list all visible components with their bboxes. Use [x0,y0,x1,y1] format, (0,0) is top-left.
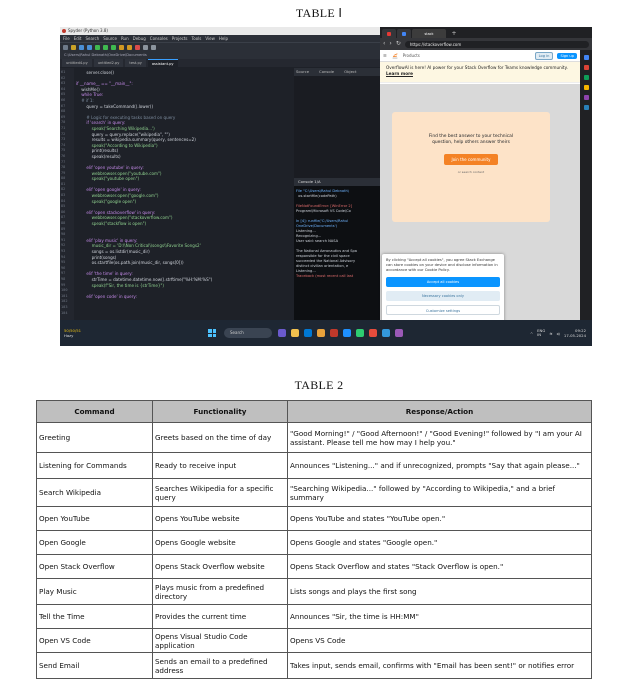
run-cell-icon[interactable] [103,45,108,50]
customize-settings-button[interactable]: Customize settings [386,305,500,315]
functionality-cell: Provides the current time [153,605,288,629]
settings-icon[interactable] [143,45,148,50]
code-text[interactable] [76,70,212,299]
app-icon[interactable] [356,329,364,337]
menu-item[interactable]: Consoles [149,36,168,41]
menu-item[interactable]: Run [120,36,129,41]
code-line: speak("According to Wikipedia") [76,142,158,148]
response-cell: "Good Morning!" / "Good Afternoon!" / "Good Evening!" followed by "I am your AI assistant. Please tell me how may I help you." [288,423,592,453]
chevron-up-icon[interactable]: ^ [529,330,534,336]
response-cell: Announces "Sir, the time is HH:MM" [288,605,592,629]
tools-icon[interactable] [584,75,589,80]
wifi-icon[interactable]: ≋ [549,330,553,336]
system-tray [530,328,592,338]
run-cell-advance-icon[interactable] [111,45,116,50]
google-icon [402,32,406,36]
table-2-caption: TABLE 2 [294,378,344,392]
command-cell: Send Email [37,653,153,679]
pane-tab[interactable]: Source [296,69,310,74]
console-tab[interactable]: Console 1/A [294,178,380,186]
table-row [37,423,592,453]
code-line: query = takeCommand().lower() [76,103,154,109]
taskbar-apps [278,329,403,337]
table-row [37,653,592,679]
step-icon[interactable] [127,45,132,50]
accept-cookies-button[interactable]: Accept all cookies [386,277,500,287]
editor-tab[interactable]: test.py [125,59,145,67]
menu-item[interactable]: View [205,36,215,41]
browser-tabs [380,27,592,38]
functionality-cell: Opens Stack Overflow website [153,555,288,579]
code-line: elif 'the time' in query: [76,271,133,277]
weather-temp: 50/50/51 [64,328,82,333]
browser-tab-active[interactable] [412,29,446,38]
menu-item[interactable]: Edit [73,36,82,41]
app-icon[interactable] [395,329,403,337]
console-line: File "C:\Users\Rahul Debnath\ [296,189,349,193]
forward-icon[interactable]: › [389,40,392,47]
app-icon[interactable] [369,329,377,337]
line-numbers: 61 62 63 64 65 66 67 68 69 70 71 72 73 74 75 76 77 78 79 80 81 82 83 84 85 86 87 88 89 90 91 92 93 94 95 96 97 98 99 100 101 102 103 104 [61,70,68,315]
command-cell: Open YouTube [37,507,153,531]
table-row [37,479,592,507]
editor-tabs [60,59,380,67]
office-icon[interactable] [584,95,589,100]
overflowai-notice [380,62,580,83]
learn-more-link[interactable]: Learn more [386,70,413,76]
console-line: Listening... [296,229,316,233]
menu-item[interactable]: File [63,36,70,41]
code-line: query = query.replace("wikipedia", "") [76,131,170,137]
commands-table [36,400,592,679]
working-directory[interactable]: C:\Users\Rahul Debnath\OneDrive\Documents [60,52,380,59]
python-path-icon[interactable] [151,45,156,50]
ipython-console[interactable] [294,178,380,320]
games-icon[interactable] [584,85,589,90]
youtube-icon [387,32,391,36]
code-line: elif 'open code' in query: [76,293,137,299]
code-line: webbrowser.open("youtube.com") [76,170,162,176]
join-community-card [392,112,550,222]
column-header: Functionality [153,401,288,423]
code-line: speak(f"Sir, the time is {strTime}") [76,282,164,288]
code-line: speak('Searching Wikipedia...') [76,125,155,131]
command-cell: Play Music [37,579,153,605]
pane-tab[interactable]: Object [344,69,357,74]
outlook-icon[interactable] [584,105,589,110]
menu-item[interactable]: Source [103,36,117,41]
console-line: distinct civilian orientation, e [296,264,349,268]
weather-widget[interactable] [60,328,120,338]
save-all-icon[interactable] [87,45,92,50]
editor-tab[interactable]: untitled4.py [62,59,92,67]
code-line: songs = os.listdir(music_dir) [76,249,150,254]
code-line: print(songs) [76,254,117,260]
code-line: strTime = datetime.datetime.now().strftime("%H:%M:%S") [76,276,213,282]
console-output [294,186,380,316]
table-body [37,423,592,679]
console-line: Listening... [296,269,316,273]
cookie-text: By clicking "Accept all cookies", you agree Stack Exchange can store cookies on your device and disclose information in accordance with our Cookie Policy. [386,258,498,272]
table-row [37,507,592,531]
table-row [37,629,592,653]
window-title-bar [60,27,380,35]
open-folder-icon[interactable] [71,45,76,50]
run-icon[interactable] [95,45,100,50]
stop-icon[interactable] [135,45,140,50]
console-line: The National Aeronautics and Spa [296,249,357,253]
code-line: music_dir = 'D:\\Non Critical\\songs\\Favorite Songs2' [76,243,201,249]
code-line: speak("youtube open") [76,176,140,182]
code-line: server.close() [76,70,115,75]
command-cell: Listening for Commands [37,453,153,479]
new-file-icon[interactable] [63,45,68,50]
menu-item[interactable]: Help [218,36,229,41]
copilot-icon[interactable] [278,329,286,337]
store-icon[interactable] [343,329,351,337]
join-community-button[interactable]: Join the community [444,154,499,165]
browser-window [380,27,592,320]
code-line: elif 'play music' in query: [76,237,138,243]
console-line: FileNotFoundError: [WinError 2] [296,204,353,208]
spyder-taskbar-icon[interactable] [330,329,338,337]
console-line: OneDrive/Documents') [296,224,337,228]
functionality-cell: Opens YouTube website [153,507,288,531]
toolbar [60,42,380,52]
response-cell: Lists songs and plays the first song [288,579,592,605]
back-icon[interactable]: ‹ [383,40,386,47]
browser-sidebar [580,50,592,320]
console-line: succeeded the National Advisory [296,259,356,263]
code-line: if __name__ == "__main__": [76,81,133,87]
url-input[interactable]: https://stackoverflow.com [405,41,589,48]
console-line: responsible for the civil space [296,254,350,258]
code-line: elif 'open youtube' in query: [76,165,144,171]
command-cell: Search Wikipedia [37,479,153,507]
clock-date: 17-05-2024 [563,333,586,338]
editor-tab[interactable]: assistant.py [148,59,178,67]
necessary-cookies-button[interactable]: Necessary cookies only [386,291,500,301]
reload-icon[interactable]: ↻ [395,40,401,47]
search-content-link[interactable]: or search content [457,170,485,174]
browser-tab[interactable] [397,29,411,38]
windows-start-icon[interactable] [208,329,216,337]
address-bar [380,38,592,50]
functionality-cell: Ready to receive input [153,453,288,479]
table-row [37,531,592,555]
console-line: Traceback (most recent call last [296,274,354,278]
console-line: User said: search NASA [296,239,339,243]
chrome-icon[interactable] [317,329,325,337]
hamburger-icon[interactable]: ☰ [383,53,387,58]
window-title: Spyder (Python 3.8) [68,28,108,33]
command-cell: Greeting [37,423,153,453]
console-line: In [4]: runfile('C:/Users/Rahul [296,219,349,223]
right-pane-tabs [294,68,380,76]
functionality-cell: Sends an email to a predefined address [153,653,288,679]
language-indicator[interactable]: ENG IN [537,327,546,337]
code-line: os.startfile(os.path.join(music_dir, songs[0])) [76,260,184,266]
table-row [37,605,592,629]
code-line: webbrowser.open("google.com") [76,193,159,199]
login-button[interactable]: Log in [535,52,554,60]
table-row [37,453,592,479]
response-cell: Opens Google and states "Google open." [288,531,592,555]
app-icon[interactable] [382,329,390,337]
console-line: Program\Microsoft VS Code\Co [296,209,351,213]
editor-tab[interactable]: untitled2.py [94,59,124,67]
new-tab-button[interactable]: + [451,30,457,37]
console-line: os.startfile(codePath) [296,194,337,198]
response-cell: Takes input, sends email, confirms with "Email has been sent!" or notifies error [288,653,592,679]
functionality-cell: Plays music from a predefined directory [153,579,288,605]
code-line: wishMe() [76,86,100,92]
notice-text: OverflowAI is here! AI power for your Stack Overflow for Teams knowledge community. [386,65,568,70]
products-link[interactable]: Products [402,53,420,58]
table-header-row [37,401,592,423]
spyder-window [60,27,380,320]
code-line: print(results) [76,148,119,154]
card-text: Find the best answer to your technical question, help others answer theirs [428,134,514,145]
code-line: webbrowser.open("stackoverflow.com") [76,215,173,221]
functionality-cell: Opens Google website [153,531,288,555]
command-cell: Tell the Time [37,605,153,629]
menu-item[interactable]: Projects [171,36,188,41]
debug-icon[interactable] [119,45,124,50]
weather-condition: Hazy [64,333,74,338]
tab-label: stack [424,31,434,36]
search-icon[interactable] [584,55,589,60]
code-line: speak("google open") [76,198,137,204]
code-line: results = wikipedia.summary(query, sentences=2) [76,137,196,143]
edge-icon[interactable] [304,329,312,337]
code-line: # if 1: [76,97,94,103]
windows-taskbar [60,320,592,346]
code-line: speak("stackflow is open") [76,221,147,227]
menu-item[interactable]: Tools [191,36,202,41]
save-icon[interactable] [79,45,84,50]
spyder-logo-icon [62,29,66,33]
taskbar-clock[interactable] [564,328,586,338]
pane-tab[interactable]: Console [319,69,335,74]
file-explorer-icon[interactable] [291,329,299,337]
code-line: while True: [76,92,104,98]
code-line: # Logic for executing tasks based on query [76,114,176,120]
taskbar-search[interactable]: Search [224,328,272,338]
code-editor[interactable] [60,68,292,320]
clock-time: 09:22 [575,328,586,333]
response-cell: Opens VS Code [288,629,592,653]
response-cell: Opens Stack Overflow and states "Stack Overflow is open." [288,555,592,579]
table-1-caption: TABLE Ⅰ [295,6,343,20]
menu-item[interactable]: Search [85,36,100,41]
response-cell: Announces "Listening..." and if unrecognized, prompts "Say that again please..." [288,453,592,479]
console-line: Recognizing... [296,234,322,238]
so-overlay [380,84,580,320]
menu-item[interactable]: Debug [132,36,146,41]
command-cell: Open Stack Overflow [37,555,153,579]
command-cell: Open Google [37,531,153,555]
response-cell: "Searching Wikipedia..." followed by "According to Wikipedia," and a brief summary [288,479,592,507]
functionality-cell: Greets based on the time of day [153,423,288,453]
column-header: Command [37,401,153,423]
functionality-cell: Opens Visual Studio Code application [153,629,288,653]
code-line: elif 'open google' in query: [76,187,141,193]
code-line: if 'search' in query: [76,120,126,126]
column-header: Response/Action [288,401,592,423]
stackoverflow-page [380,50,580,320]
command-cell: Open VS Code [37,629,153,653]
code-line: elif 'open stackoverflow' in query: [76,209,156,215]
shopping-icon[interactable] [584,65,589,70]
menu-bar [60,35,380,42]
so-header [380,50,580,62]
table-row [37,555,592,579]
table-row [37,579,592,605]
volume-icon[interactable]: ◂) [556,330,560,336]
signup-button[interactable]: Sign up [557,53,577,59]
stackoverflow-logo-icon[interactable] [391,52,399,60]
response-cell: Opens YouTube and states "YouTube open." [288,507,592,531]
code-line: speak(results) [76,153,121,159]
functionality-cell: Searches Wikipedia for a specific query [153,479,288,507]
browser-tab[interactable] [382,29,396,38]
right-pane [294,68,380,320]
desktop-screenshot [60,27,592,346]
